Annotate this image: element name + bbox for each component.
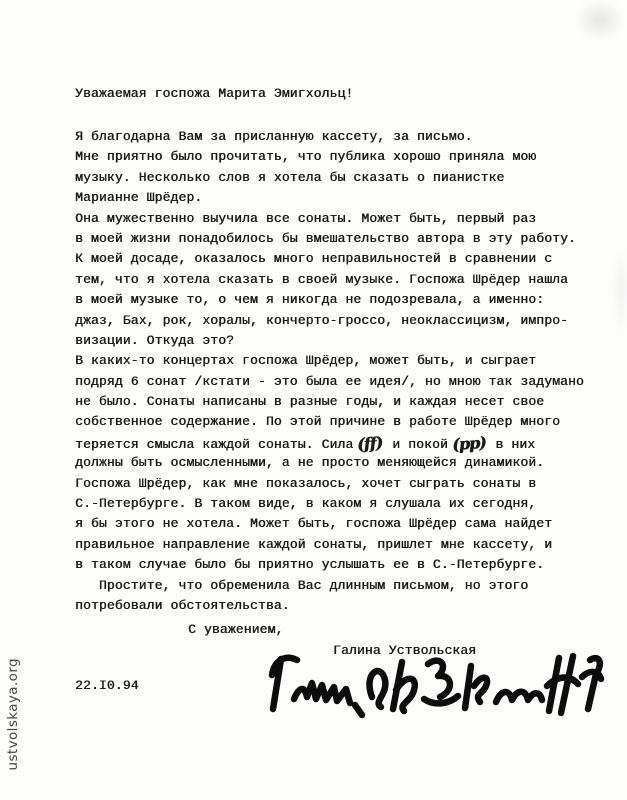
letter-line: Госпожа Шрёдер, как мне показалось, хочет сыграть сонаты в [75,475,537,491]
salutation-line: Уважаемая госпожа Марита Эмигхольц! [75,86,354,101]
letter-line: не было. Сонаты написаны в разные годы, и каждая несет свое [75,394,545,410]
pianissimo-handwritten-mark: (pp) [451,432,487,455]
letter-line: джаз, Бах, рок, хоралы, кончерто-гроссо, неоклассицизм, импро- [75,312,568,328]
letter-line: тем, что я хотела сказать в своей музыке. Госпожа Шрёдер нашла [75,271,568,287]
letter-line: я бы этого не хотела. Может быть, госпожа Шрёдер сама найдет [75,516,553,532]
dynamics-pre-text: теряется смысла каждой сонаты. Сила [75,436,354,452]
letter-line: должны быть осмысленными, а не просто меняющейся динамикой. [75,455,545,471]
watermark-site-label: ustvolskaya.org [5,658,21,771]
dynamics-mid-text: и покой [392,436,448,452]
valediction-line: С уважением, [188,622,284,637]
letter-line: в таком случае было бы приятно услышать ее в С.-Петербурге. [75,557,545,573]
letter-line: собственное содержание. По этой причине в работе Шрёдер много [75,414,561,430]
letter-line: Простите, что обременила Вас длинным письмом, но этого [75,577,529,593]
signature-scrawl-icon [258,645,620,727]
typed-signature-name: Галина Уствольская [333,643,477,658]
dynamics-post-text: в них [495,436,536,452]
letter-line: правильное направление каждой сонаты, пришлет мне кассету, и [75,536,553,552]
letter-line: подряд 6 сонат /кстати - это была ее идея/, но мною так задумано [75,373,584,389]
letter-line: Мне приятно было прочитать, что публика хорошо приняла мою [75,149,537,165]
letter-line: Я благодарна Вам за присланную кассету, за письмо. [75,129,473,144]
handwritten-signature [258,645,620,727]
letter-line: в моей музыке то, о чем я никогда не подозревала, а именно: [75,292,545,308]
letter-line: потребовали обстоятельства. [75,597,290,613]
letter-line: в моей жизни понадобилось бы вмешательство автора в эту работу. [75,230,576,246]
letter-line: Она мужественно выучила все сонаты. Может быть, первый раз [75,210,537,226]
letter-line: визации. Откуда это? [75,332,235,348]
date-line: 22.I0.94 [75,678,139,693]
letter-line: музыку. Несколько слов я хотела бы сказать о пианистке [75,169,505,185]
fortissimo-handwritten-mark: (ff) [356,433,383,454]
letter-line: К моей досаде, оказалось много неправильностей в сравнении с [75,251,553,267]
scan-smudge [565,0,627,50]
letter-body [75,127,584,616]
scan-smudge [609,230,627,350]
letter-line: С.-Петербурге. В таком виде, в каком я слушала их сегодня, [75,496,537,512]
letter-line: Марианне Шрёдер. [75,190,203,206]
letter-line: В каких-то концертах госпожа Шрёдер, может быть, и сыграет [75,353,537,369]
letter-line-dynamics [75,433,584,453]
